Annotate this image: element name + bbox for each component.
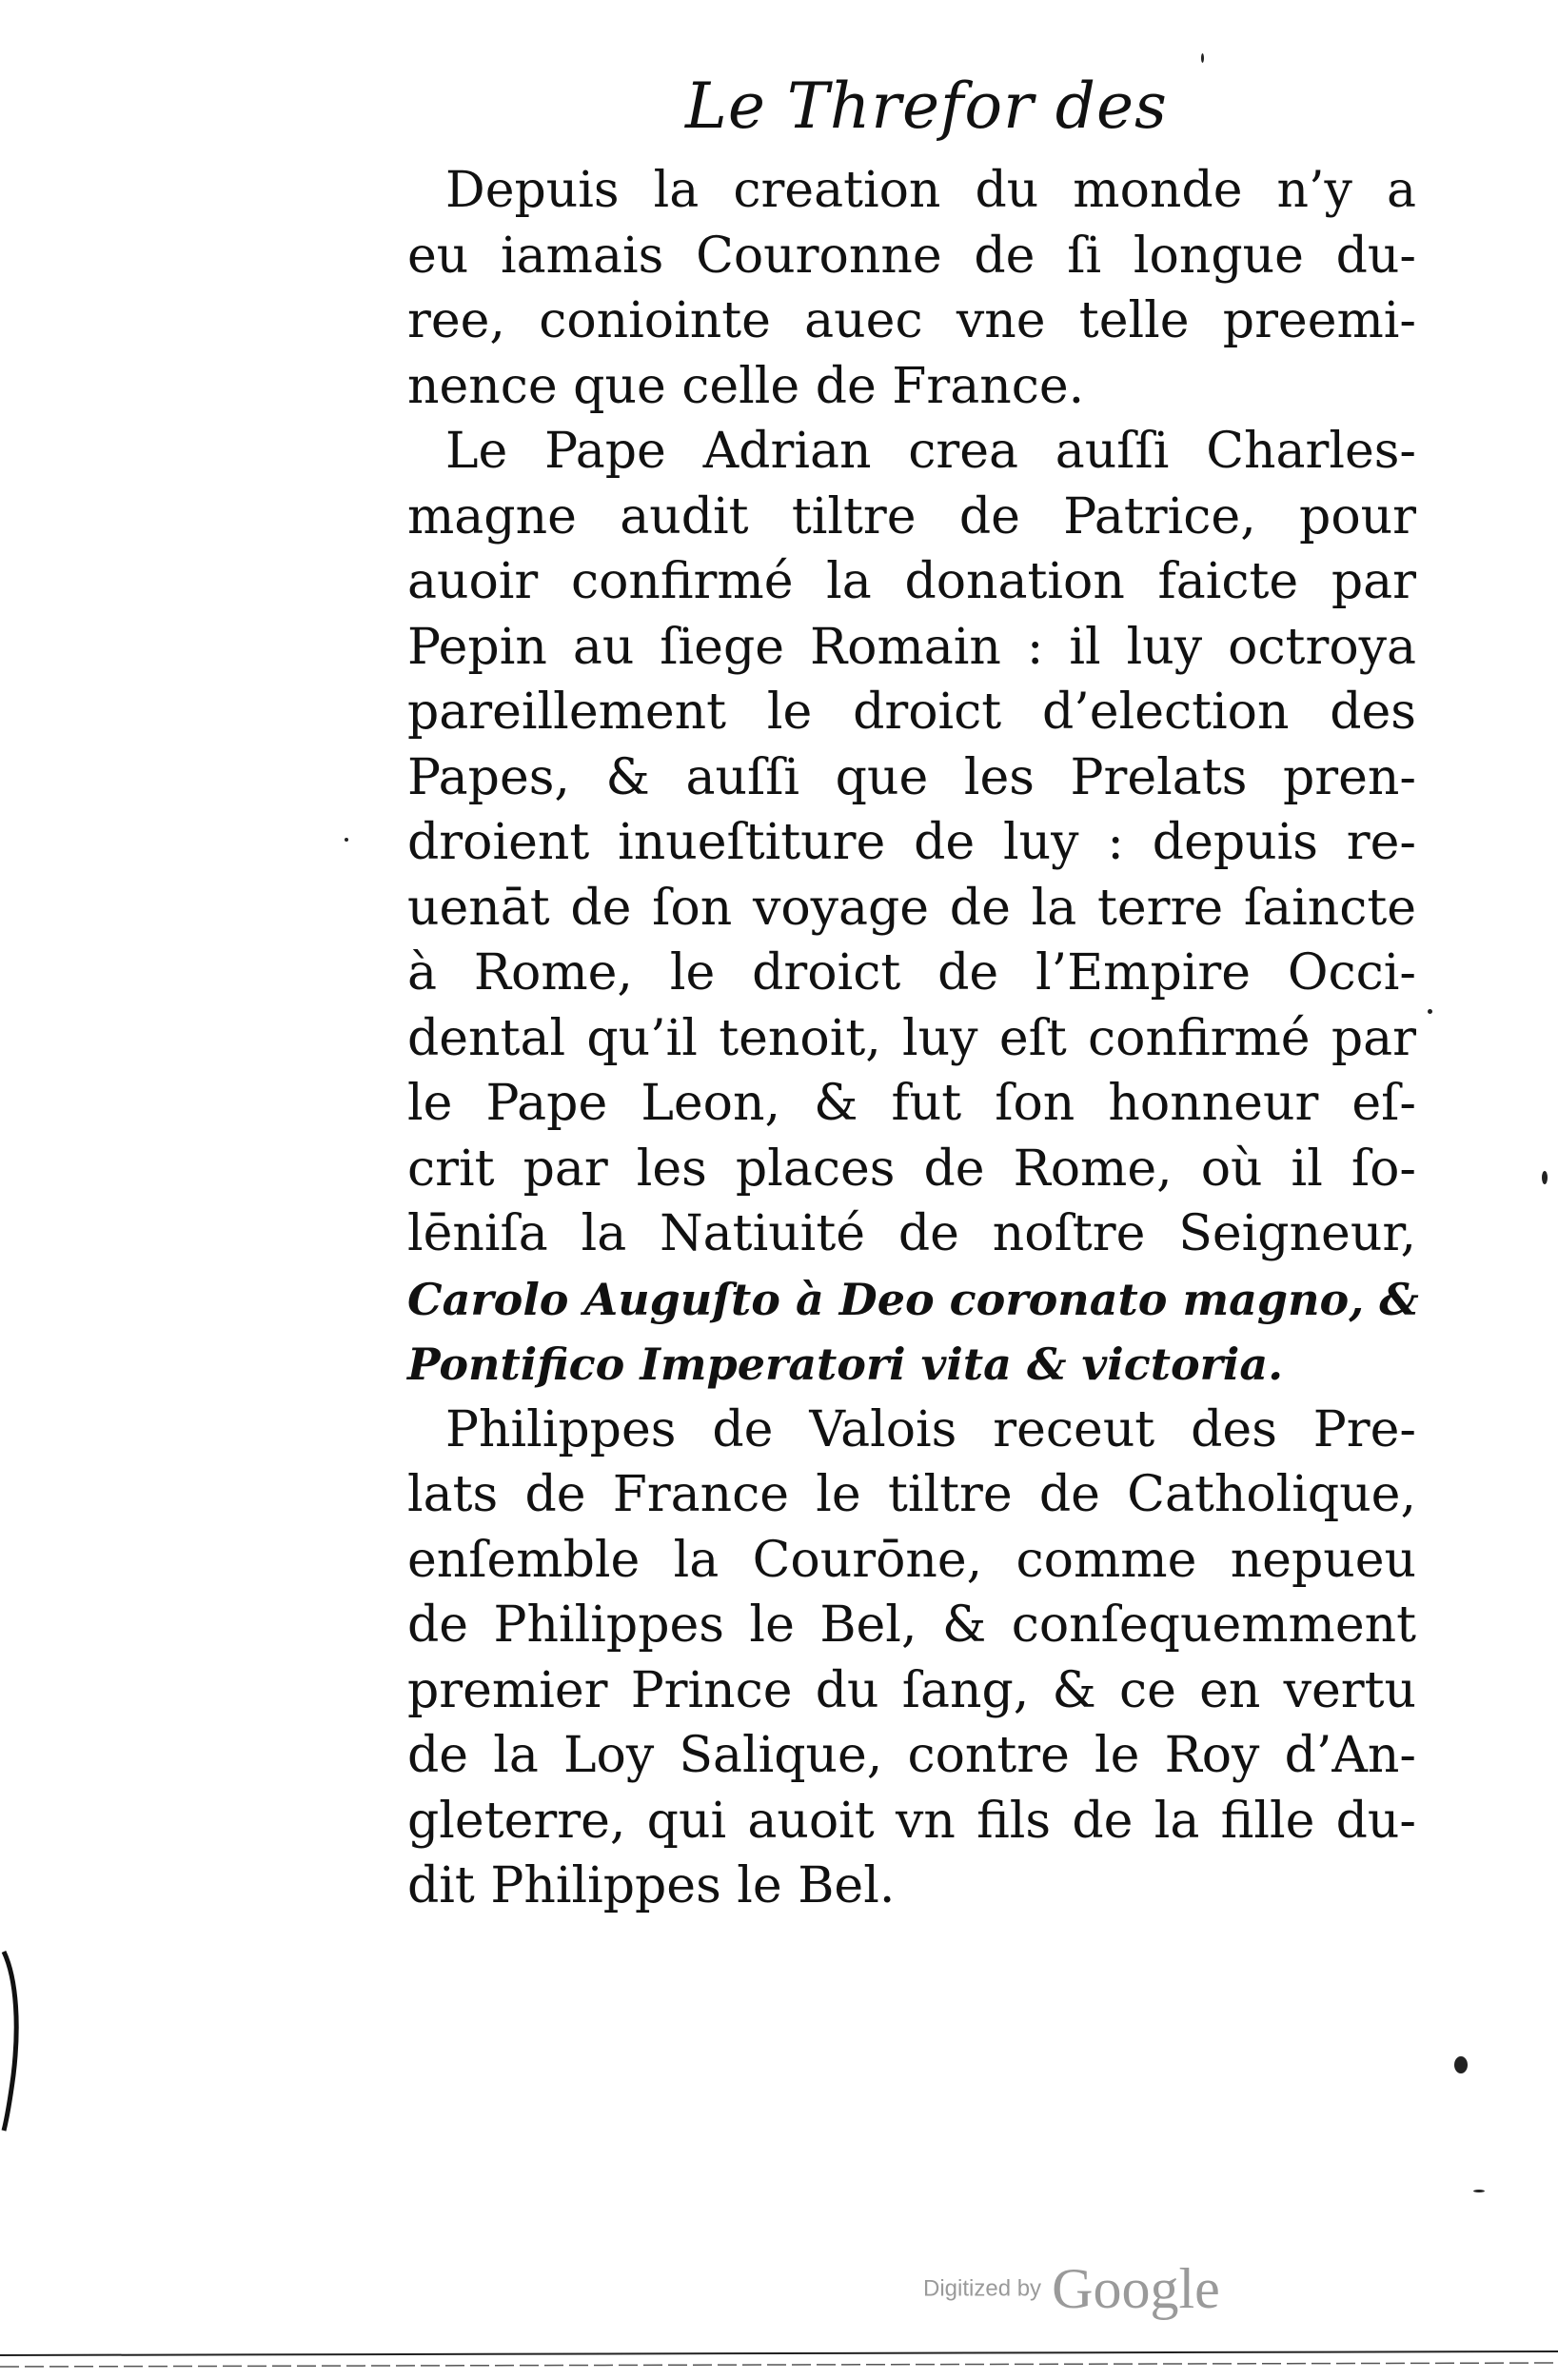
text-line: uenāt de ſon voyage de la terre ſaincte [407,879,1416,937]
text-line: premier Prince du ſang, & ce en vertu [407,1661,1416,1719]
text-line: pareillement le droict d’election des [407,684,1416,741]
ink-speck [1454,2056,1468,2073]
digitized-watermark [923,2256,1220,2322]
text-line: gleterre, qui auoit vn fils de la fille du- [407,1792,1416,1850]
text-line: Pepin au ſiege Romain : il luy octroya [407,618,1416,676]
text-line: dental qu’il tenoit, luy eſt confirmé par [407,1009,1416,1067]
text-line: à Rome, le droict de l’Empire Occi- [407,944,1416,1002]
text-line: droient inueſtiture de luy : depuis re- [407,814,1416,871]
body-text [407,158,1419,1919]
ink-speck [1542,1171,1548,1184]
text-line: crit par les places de Rome, où il ſo- [407,1140,1416,1198]
page-edge-mark [0,1942,29,2132]
watermark-brand: Google [1052,2257,1220,2320]
text-line: magne audit tiltre de Patrice, pour [407,487,1416,545]
text-line: Le Pape Adrian crea auſſi Charles- [445,423,1416,480]
text-line: le Pape Leon, & fut ſon honneur eſ- [407,1075,1416,1132]
watermark-prefix: Digitized by [923,2275,1042,2302]
ink-speck [1473,2190,1485,2192]
text-line: eu iamais Couronne de ſi longue du- [407,227,1416,285]
ink-speck [1428,1009,1432,1014]
text-line: lats de France le tiltre de Catholique, [407,1466,1416,1523]
text-line: de Philippes le Bel, & conſequemment [407,1597,1416,1654]
text-line: dit Philippes le Bel. [407,1857,896,1914]
text-line: Papes, & auſſi que les Prelats pren- [407,748,1416,806]
ink-speck [345,838,348,842]
text-line: de la Loy Salique, contre le Roy d’An- [407,1727,1416,1784]
text-line: lēniſa la Natiuité de noſtre Seigneur, [407,1205,1416,1262]
running-head: Le Threfor des [685,69,1168,143]
latin-quote-line: Pontifico Imperatori vita & victoria. [407,1339,1284,1390]
text-line: enſemble la Courōne, comme nepueu [407,1531,1416,1589]
text-line: ree, coniointe auec vne telle preemi- [407,292,1416,349]
ink-speck [1201,53,1204,63]
text-line: Philippes de Valois receut des Pre- [445,1400,1416,1458]
text-line: nence que celle de France. [407,357,1085,415]
bottom-edge-rule [0,2342,1558,2380]
text-line: Depuis la creation du monde n’y a [445,162,1416,219]
text-line: auoir confirmé la donation faicte par [407,553,1416,610]
latin-quote-line: Carolo Auguſto à Deo coronato magno, & [407,1273,1419,1325]
